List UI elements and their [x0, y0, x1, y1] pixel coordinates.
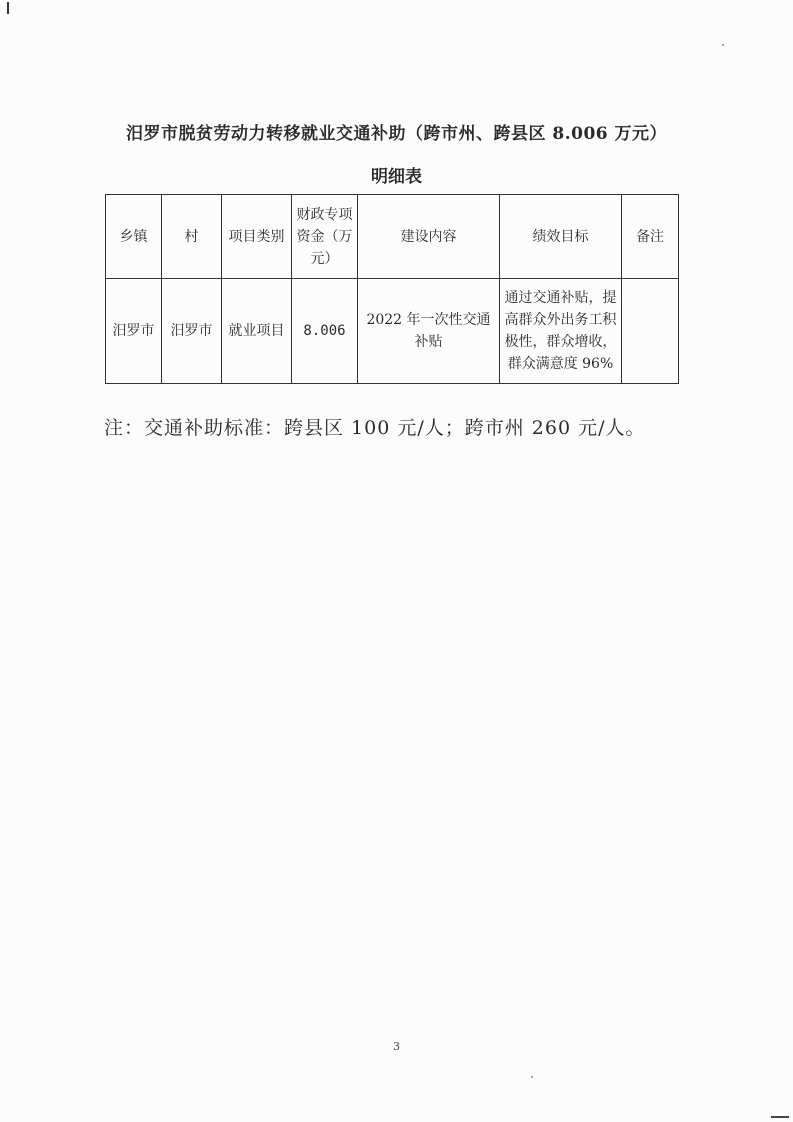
document-subtitle: 明细表 — [371, 167, 422, 187]
footnote: 注：交通补助标准：跨县区 100 元/人；跨市州 260 元/人。 — [104, 417, 646, 439]
cell-town: 汨罗市 — [106, 279, 162, 384]
header-village: 村 — [162, 195, 222, 279]
table-header-row — [106, 195, 679, 279]
cell-target: 通过交通补贴，提高群众外出务工积极性，群众增收，群众满意度 96% — [500, 279, 622, 384]
cell-content: 2022 年一次性交通补贴 — [358, 279, 500, 384]
header-funds: 财政专项资金（万元） — [292, 195, 358, 279]
cell-village: 汨罗市 — [162, 279, 222, 384]
scan-edge-mark — [771, 1116, 789, 1118]
header-target: 绩效目标 — [500, 195, 622, 279]
page-number: 3 — [393, 1040, 400, 1053]
detail-table — [105, 194, 679, 384]
header-remarks: 备注 — [622, 195, 679, 279]
cell-remarks — [622, 279, 679, 384]
document-title: 汨罗市脱贫劳动力转移就业交通补助（跨市州、跨县区 8.006 万元） — [125, 124, 668, 144]
cell-funds: 8.006 — [292, 279, 358, 384]
header-town: 乡镇 — [106, 195, 162, 279]
cell-category: 就业项目 — [222, 279, 292, 384]
scan-speck — [531, 1076, 533, 1078]
table-row — [106, 279, 679, 384]
scan-edge-mark — [7, 2, 9, 14]
header-category: 项目类别 — [222, 195, 292, 279]
scan-speck — [722, 44, 724, 46]
header-content: 建设内容 — [358, 195, 500, 279]
